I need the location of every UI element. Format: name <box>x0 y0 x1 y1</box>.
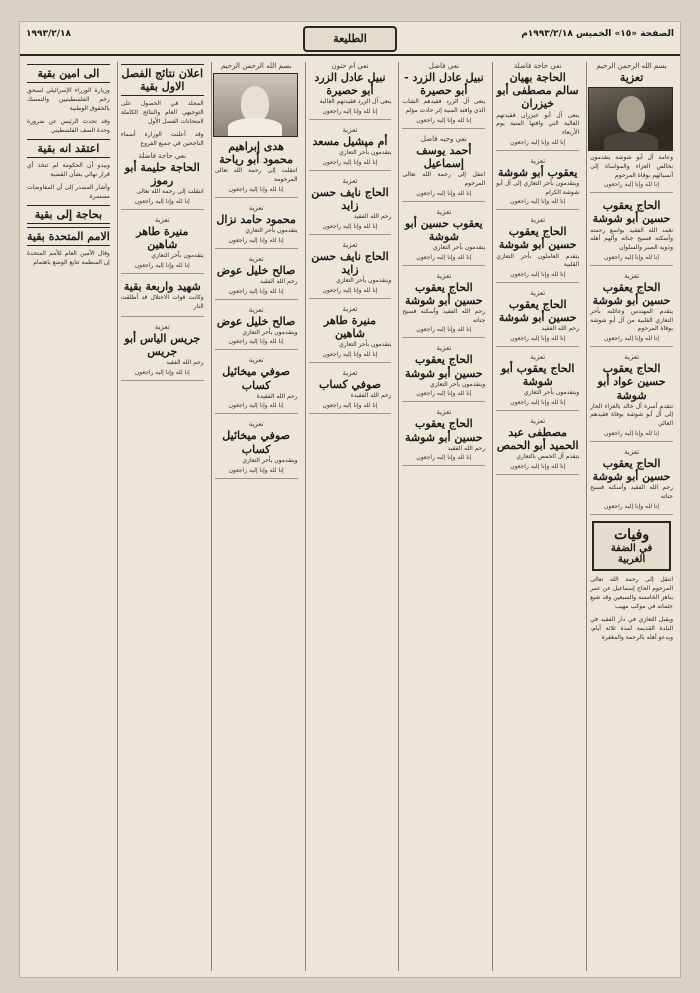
columns-grid <box>24 62 676 971</box>
notice-body: ينعى آل الزرد فقيدتهم الغالية <box>319 98 392 106</box>
notice-body: يتقدمون بأحر التعازي <box>245 226 298 234</box>
newspaper-logo: الطليعة <box>303 26 397 52</box>
notice-title: صالح خليل عوض <box>216 314 296 328</box>
notice-title: جريس الياس أبو جريس <box>124 331 201 358</box>
notice-title: منيرة طاهر شاهين <box>136 225 189 252</box>
notice-closing: إنا لله وإنا إليه راجعون <box>416 326 472 334</box>
notice-body: وعامة آل أبو شوشة يتقدمون بخالص العزاء والمواساة إلى أنسبائهم بوفاة المرحوم <box>590 154 673 179</box>
notice-title: الحاج يعقوب حسين أبو شوشة <box>498 297 577 325</box>
notice-kicker: نعي حاجة فاضلة <box>138 152 187 160</box>
notice-kicker: تعزية <box>436 408 452 417</box>
notice-title: هدى إبراهيم محمود أبو رياحة <box>219 140 294 167</box>
notice-closing: إنا لله وإنا إليه راجعون <box>604 335 660 343</box>
notice-body: يتقدم آل الحمص بالتعازي <box>516 453 580 461</box>
notice-body: رحم الله الفقيد وأسكنه فسيح جناته <box>402 307 486 324</box>
notice-kicker: تعزية <box>624 447 640 456</box>
notice-closing: إنا لله وإنا إليه راجعون <box>134 198 190 206</box>
section-title-main: وفيات <box>614 526 650 543</box>
notice-kicker: تعزية <box>624 353 640 362</box>
notice-closing: إنا لله وإنا إليه راجعون <box>228 236 284 244</box>
obituary-notice <box>590 62 673 193</box>
notice-closing: إنا لله وإنا إليه راجعون <box>416 116 472 124</box>
obituary-notice <box>215 204 298 249</box>
article-paragraph: وقال الأمين العام للأمم المتحدة إن المنظمة تتابع الوضع باهتمام <box>26 250 110 266</box>
obituary-notice <box>309 177 392 235</box>
notice-closing: إنا لله وإنا إليه راجعون <box>510 399 566 407</box>
notice-body: رحم الله الفقيد <box>353 213 392 221</box>
obituary-notice <box>309 369 392 414</box>
notice-kicker: تعزية <box>248 420 264 429</box>
notice-kicker: تعزية <box>154 322 170 331</box>
obituary-notice <box>496 216 579 283</box>
notice-body: يتقدم المهندس وعائلته بأحر التعازي القلبية من آل أبو شوشة بوفاة المرحوم <box>590 308 673 333</box>
article-paragraph: المجلد في الحصول على التوجيهي العام والنتائج الكاملة لامتحانات الفصل الأول <box>120 100 204 125</box>
notice-title: الحاج يعقوب حسين أبو شوشة <box>404 417 483 444</box>
obituary-notice <box>496 289 579 347</box>
results-article <box>121 99 204 148</box>
obituary-notice <box>496 353 579 411</box>
notice-body: ينعى آل الزرد فقيدهم الشاب الذي وافته المنية إثر حادث مؤلم <box>402 98 486 115</box>
notice-kicker: تعزية <box>342 176 358 185</box>
notice-closing: إنا لله وإنا إليه راجعون <box>322 158 378 166</box>
notice-kicker: تعزية <box>342 305 358 314</box>
notice-body: يتقدمون بأحر التعازي <box>432 243 486 251</box>
notice-body: ويتقدمون بأحر التعازي <box>430 380 486 388</box>
article-paragraph: وزيارة الوزراء الإسرائيلي لسحق زخم الفلسطينيين والتمسك بالحقوق الوطنية <box>26 87 110 112</box>
article-headline: الامم المتحدة بقية <box>27 227 110 246</box>
notice-title: الحاج نايف حسن زايد <box>311 250 389 277</box>
obituary-notice <box>402 408 485 466</box>
notice-title: الحاج يعقوب حسين أبو شوشة <box>592 280 671 307</box>
notice-body: يتقدمون بأحر التعازي <box>151 252 204 260</box>
obituary-notice <box>590 353 673 442</box>
obituary-notice <box>121 323 204 381</box>
news-article <box>27 161 110 201</box>
obituary-notice <box>121 216 204 274</box>
obituary-notice <box>215 420 298 478</box>
notice-closing: إنا لله وإنا إليه راجعون <box>228 466 284 474</box>
obituary-notice <box>590 272 673 347</box>
obituary-notice <box>496 417 579 475</box>
notice-kicker: تعزية <box>248 305 264 314</box>
notice-title: صوفي ميخائيل كساب <box>222 429 290 456</box>
notice-body: ويتقدمون بأحر التعازي إلى آل أبو شوشة الكرام <box>496 179 580 196</box>
notice-kicker: تعزية <box>342 241 358 249</box>
obituary-notice <box>309 241 392 299</box>
article-headline: بحاجة إلى بقية <box>27 205 110 224</box>
notice-title: صوفي ميخائيل كساب <box>222 365 290 392</box>
notice-body: يتقدم العاملون بأحر التعازي القلبية <box>496 252 580 269</box>
notice-title: محمود حامد نزال <box>216 212 296 226</box>
notice-closing: إنا لله وإنا إليه راجعون <box>322 223 378 230</box>
notice-body: رحم الله الفقيد <box>166 359 204 367</box>
notice-title: أحمد يوسف إسماعيل <box>416 143 472 170</box>
article-continuation <box>121 280 204 317</box>
notice-body: رحم الله الفقيدة <box>350 392 392 400</box>
notice-kicker: تعزية <box>530 353 546 361</box>
article-paragraph: ويبدو أن الحكومة لم تتخذ أي قرار نهائي بشأن القضية <box>26 162 110 178</box>
notice-closing: إنا لله وإنا إليه راجعون <box>416 253 472 261</box>
notice-title: منيرة طاهر شاهين <box>323 314 377 341</box>
article-paragraph: ويقبل التعازي في دار الفقيد في البلدة القديمة لمدة ثلاثة أيام، ويدعو أهله بالرحمة والمغفرة <box>590 615 673 641</box>
article-paragraph: انتقل إلى رحمة الله تعالى المرحوم الحاج إسماعيل عن عمر يناهز الخامسة والسبعين وقد شيع جثمانه في موكب مهيب <box>590 575 673 610</box>
notice-kicker: نعي وجيه فاضل <box>420 134 467 143</box>
notice-kicker: بسم الله الرحمن الرحيم <box>596 62 667 70</box>
notice-kicker: تعزية <box>530 216 546 225</box>
article-paragraph: وقد تحدث الرئيس عن ضرورة وحدة الصف الفلسطيني <box>26 118 110 134</box>
notice-body: رحم الله الفقيد <box>259 277 298 285</box>
notice-closing: إنا لله وإنا إليه راجعون <box>604 181 660 189</box>
notice-body: تتقدم أسرة آل خالد بالعزاء الحار إلى آل أبو شوشة بوفاة فقيدهم الغالي <box>590 402 673 428</box>
obituary-notice <box>402 208 485 266</box>
notice-title: أم ميشيل مسعد <box>312 135 388 149</box>
notice-title: نبيل عادل الزرد - أبو حصيرة <box>404 71 484 98</box>
notice-closing: إنا لله وإنا إليه راجعون <box>322 287 378 295</box>
notice-closing: إنا لله وإنا إليه راجعون <box>604 429 660 437</box>
obituary-notice <box>496 157 579 211</box>
article-headline: اعتقد انه بقية <box>27 139 110 158</box>
obituary-notice <box>590 199 673 265</box>
notice-closing: إنا لله وإنا إليه راجعون <box>510 335 566 342</box>
notice-body: انتقل إلى رحمة الله تعالى المرحوم <box>402 171 486 187</box>
article-paragraph: وقد أعلنت الوزارة أسماء الناجحين في جميع الفروع <box>120 131 204 147</box>
notice-body: ويتقدمون بأحر التعازي <box>336 277 392 285</box>
column-1 <box>586 62 676 971</box>
article-headline: الى امين بقية <box>27 64 110 83</box>
notice-kicker: نعي أم حنون <box>331 62 369 70</box>
portrait-photo <box>588 87 673 151</box>
notice-body: انتقلت إلى رحمة الله تعالى <box>136 188 204 196</box>
notice-title: مصطفى عبد الحميد أبو الحمص <box>496 426 579 453</box>
column-6 <box>117 62 207 971</box>
notice-title: الحاجة بهيان سالم مصطفى أبو خيزران <box>496 71 579 111</box>
notice-title: الحاجة حليمة أبو رموز <box>124 161 200 188</box>
notice-closing: إنا لله وإنا إليه راجعون <box>416 454 472 462</box>
notice-body: وكانت قوات الاحتلال قد أطلقت النار <box>120 294 204 310</box>
notice-body: رحم الله الفقيد وأسكنه فسيح جناته <box>590 484 673 500</box>
notice-kicker: تعزية <box>530 288 546 297</box>
notice-closing: إنا لله وإنا إليه راجعون <box>228 338 284 346</box>
obituary-notice <box>215 356 298 414</box>
column-5 <box>211 62 301 971</box>
notice-kicker: تعزية <box>436 207 452 216</box>
article-paragraph: وأشار المصدر إلى أن المفاوضات مستمرة <box>26 184 110 200</box>
notice-closing: إنا لله وإنا إليه راجعون <box>228 185 284 193</box>
notice-closing: إنا لله وإنا إليه راجعون <box>228 402 284 410</box>
notice-title: صوفي كساب <box>318 378 382 392</box>
notice-closing: إنا لله وإنا إليه راجعون <box>510 463 566 471</box>
notice-kicker: تعزية <box>154 216 170 225</box>
notice-kicker: تعزية <box>248 254 264 263</box>
obituary-notice <box>215 255 298 300</box>
notice-body: انتقلت إلى رحمة الله تعالى المرحومة <box>214 167 298 184</box>
notice-kicker: تعزية <box>342 369 358 378</box>
notice-closing: إنا لله وإنا إليه راجعون <box>604 253 660 261</box>
obituary-notice <box>496 62 579 151</box>
obituary-notice <box>309 305 392 363</box>
article-headline: اعلان نتائج الفصل الاول بقية <box>121 64 204 96</box>
notice-title: يعقوب أبو شوشة <box>497 165 578 179</box>
notice-title: نبيل عادل الزرد أبو حصيرة <box>314 71 386 98</box>
obituary-notice <box>402 62 485 129</box>
obituary-notice <box>215 62 298 198</box>
page-header <box>20 22 680 56</box>
obituary-notice <box>402 272 485 339</box>
obituary-notice <box>402 135 485 202</box>
notice-kicker: تعزية <box>624 271 640 280</box>
notice-closing: إنا لله وإنا إليه راجعون <box>322 108 378 116</box>
notice-kicker: تعزية <box>436 271 452 280</box>
obituary-notice <box>121 152 204 210</box>
notice-body: ويتقدمون بأحر التعازي <box>523 389 580 397</box>
notice-closing: إنا لله وإنا إليه راجعون <box>134 262 190 270</box>
notice-closing: إنا لله وإنا إليه راجعون <box>322 351 378 359</box>
notice-body: ويتقدمون بأحر التعازي <box>242 328 298 336</box>
obituary-notice <box>402 344 485 402</box>
notice-kicker: تعزية <box>530 417 546 426</box>
column-7 <box>24 62 113 971</box>
obituary-notice <box>590 448 673 515</box>
obituary-notice <box>215 306 298 351</box>
notice-kicker: تعزية <box>530 156 546 165</box>
notice-title: الحاج يعقوب أبو شوشة <box>501 362 575 389</box>
notice-title: الحاج نايف حسن زايد <box>311 185 389 213</box>
notice-closing: إنا لله وإنا إليه راجعون <box>510 198 566 206</box>
notice-body: تغمد الله الفقيد بواسع رحمته وأسكنه فسيح جناته وألهم أهله وذويه الصبر والسلوان <box>590 226 673 251</box>
page-date: ١٩٩٣/٢/١٨ <box>26 29 72 39</box>
notice-title: شهيد واربعة بقية <box>123 280 201 294</box>
deaths-article <box>590 575 673 642</box>
notice-title: الحاج يعقوب حسين عواد أبو شوشة <box>597 362 666 402</box>
notice-kicker: تعزية <box>248 356 264 365</box>
notice-kicker: نعي فاضل <box>428 62 459 70</box>
column-3 <box>398 62 488 971</box>
notice-closing: إنا لله وإنا إليه راجعون <box>416 189 472 197</box>
notice-closing: إنا لله وإنا إليه راجعون <box>604 502 660 510</box>
notice-body: رحم الله الفقيد <box>541 325 580 333</box>
notice-body: يتقدمون بأحر التعازي <box>339 149 392 157</box>
notice-closing: إنا لله وإنا إليه راجعون <box>134 368 190 376</box>
notice-body: ويتقدمون بأحر التعازي <box>242 456 298 464</box>
notice-closing: إنا لله وإنا إليه راجعون <box>416 390 472 398</box>
notice-closing: إنا لله وإنا إليه راجعون <box>510 138 566 146</box>
newspaper-page <box>20 22 680 977</box>
notice-closing: إنا لله وإنا إليه راجعون <box>228 287 284 295</box>
notice-body: رحم الله الفقيدة <box>256 392 298 400</box>
notice-kicker: نعي حاجة فاضلة <box>513 62 562 70</box>
notice-closing: إنا لله وإنا إليه راجعون <box>510 270 566 278</box>
notice-body: يتقدمون بأحر التعازي <box>339 341 392 349</box>
column-2 <box>492 62 582 971</box>
page-info: الصفحة «١٥» الخميس ١٩٩٣/٢/١٨م <box>521 29 674 39</box>
news-article <box>27 249 110 267</box>
notice-title: الحاج يعقوب حسين أبو شوشة <box>404 280 483 307</box>
notice-kicker: تعزية <box>436 344 452 353</box>
obituary-notice <box>309 62 392 120</box>
notice-body: ينعى آل أبو خيزران فقيدتهم الغالية التي وافتها المنية يوم الأربعاء <box>496 111 580 136</box>
notice-title: الحاج يعقوب حسين أبو شوشة <box>498 225 577 252</box>
notice-closing: إنا لله وإنا إليه راجعون <box>322 402 378 409</box>
section-title-deaths <box>592 521 671 571</box>
notice-title: الحاج يعقوب حسين أبو شوشة <box>592 199 671 226</box>
notice-kicker: بسم الله الرحمن الرحيم <box>220 62 292 70</box>
notice-body: رحم الله الفقيد <box>447 444 486 452</box>
notice-kicker: تعزية <box>342 126 358 135</box>
obituary-notice <box>309 126 392 171</box>
notice-title: الحاج يعقوب حسين أبو شوشة <box>592 456 671 483</box>
notice-title: تعزية <box>619 71 644 84</box>
column-4 <box>305 62 395 971</box>
section-title-sub: في الضفة الغربية <box>610 542 653 565</box>
portrait-photo <box>213 73 298 137</box>
news-article <box>27 86 110 135</box>
notice-kicker: تعزية <box>248 203 264 212</box>
notice-title: يعقوب حسين أبو شوشة <box>404 216 483 243</box>
notice-title: صالح خليل عوض <box>216 263 296 277</box>
notice-title: الحاج يعقوب حسين أبو شوشة <box>404 353 483 380</box>
